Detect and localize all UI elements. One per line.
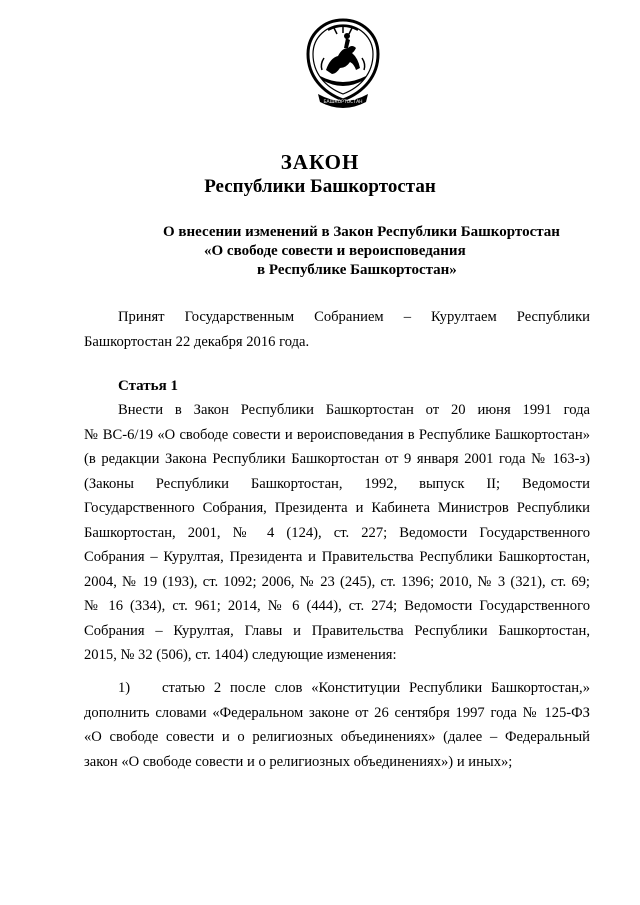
- article-line: Собрания – Курултая, Президента и Правительства Республики Башкортостан,: [84, 549, 590, 565]
- item-1-line: «О свободе совести и о религиозных объединениях» (далее – Федеральный: [84, 729, 590, 745]
- article-line: Государственного Собрания, Президента и Кабинета Министров Республики: [84, 500, 590, 516]
- article-line: Башкортостан, 2001, № 4 (124), ст. 227; Ведомости Государственного: [84, 524, 590, 541]
- article-line: Внести в Закон Республики Башкортостан от 20 июня 1991 года: [118, 402, 590, 418]
- adoption-paragraph: [84, 305, 590, 354]
- article-line: № ВС-6/19 «О свободе совести и вероисповедания в Республике Башкортостан»: [84, 426, 590, 443]
- article-line: 2015, № 32 (506), ст. 1404) следующие изменения:: [84, 647, 397, 663]
- article-line: № 16 (334), ст. 961; 2014, № 6 (444), ст. 274; Ведомости Государственного: [84, 598, 590, 614]
- emblem-ribbon-text: БАШКОРТОСТАН: [323, 100, 363, 105]
- law-heading-line-3: в Республике Башкортостан»: [257, 262, 457, 278]
- article-1-paragraph: [84, 398, 590, 668]
- item-1-line: статью 2 после слов «Конституции Республики Башкортостан,»: [162, 680, 590, 696]
- law-heading-line-1: О внесении изменений в Закон Республики Башкортостан: [163, 224, 560, 240]
- document-subtitle: Республики Башкортостан: [204, 176, 436, 197]
- law-heading-line-2: «О свободе совести и вероисповедания: [204, 243, 466, 259]
- article-line: Собрания – Курултая, Главы и Правительства Республики Башкортостан,: [84, 622, 590, 639]
- article-1-item-1: [84, 676, 590, 774]
- item-1-line: закон «О свободе совести и о религиозных объединениях») и иных»;: [84, 753, 513, 770]
- document-title: ЗАКОН: [280, 150, 360, 174]
- item-1-number: 1): [118, 680, 131, 696]
- article-label: Статья 1: [118, 378, 178, 394]
- adoption-line-1: Принят Государственным Собранием – Курултаем Республики: [118, 309, 590, 325]
- item-1-first-line: [84, 676, 590, 701]
- article-line: (Законы Республики Башкортостан, 1992, выпуск II; Ведомости: [84, 475, 590, 492]
- article-line: 2004, № 19 (193), ст. 1092; 2006, № 23 (245), ст. 1396; 2010, № 3 (321), ст. 69;: [84, 573, 590, 590]
- adoption-line-2: Башкортостан 22 декабря 2016 года.: [84, 333, 310, 350]
- item-1-line: дополнить словами «Федеральном законе от 26 сентября 1997 года № 125-ФЗ: [84, 704, 590, 721]
- article-line: (в редакции Закона Республики Башкортостан от 9 января 2001 года № 163-з): [84, 451, 590, 467]
- bashkortostan-coat-of-arms-icon: [304, 18, 382, 114]
